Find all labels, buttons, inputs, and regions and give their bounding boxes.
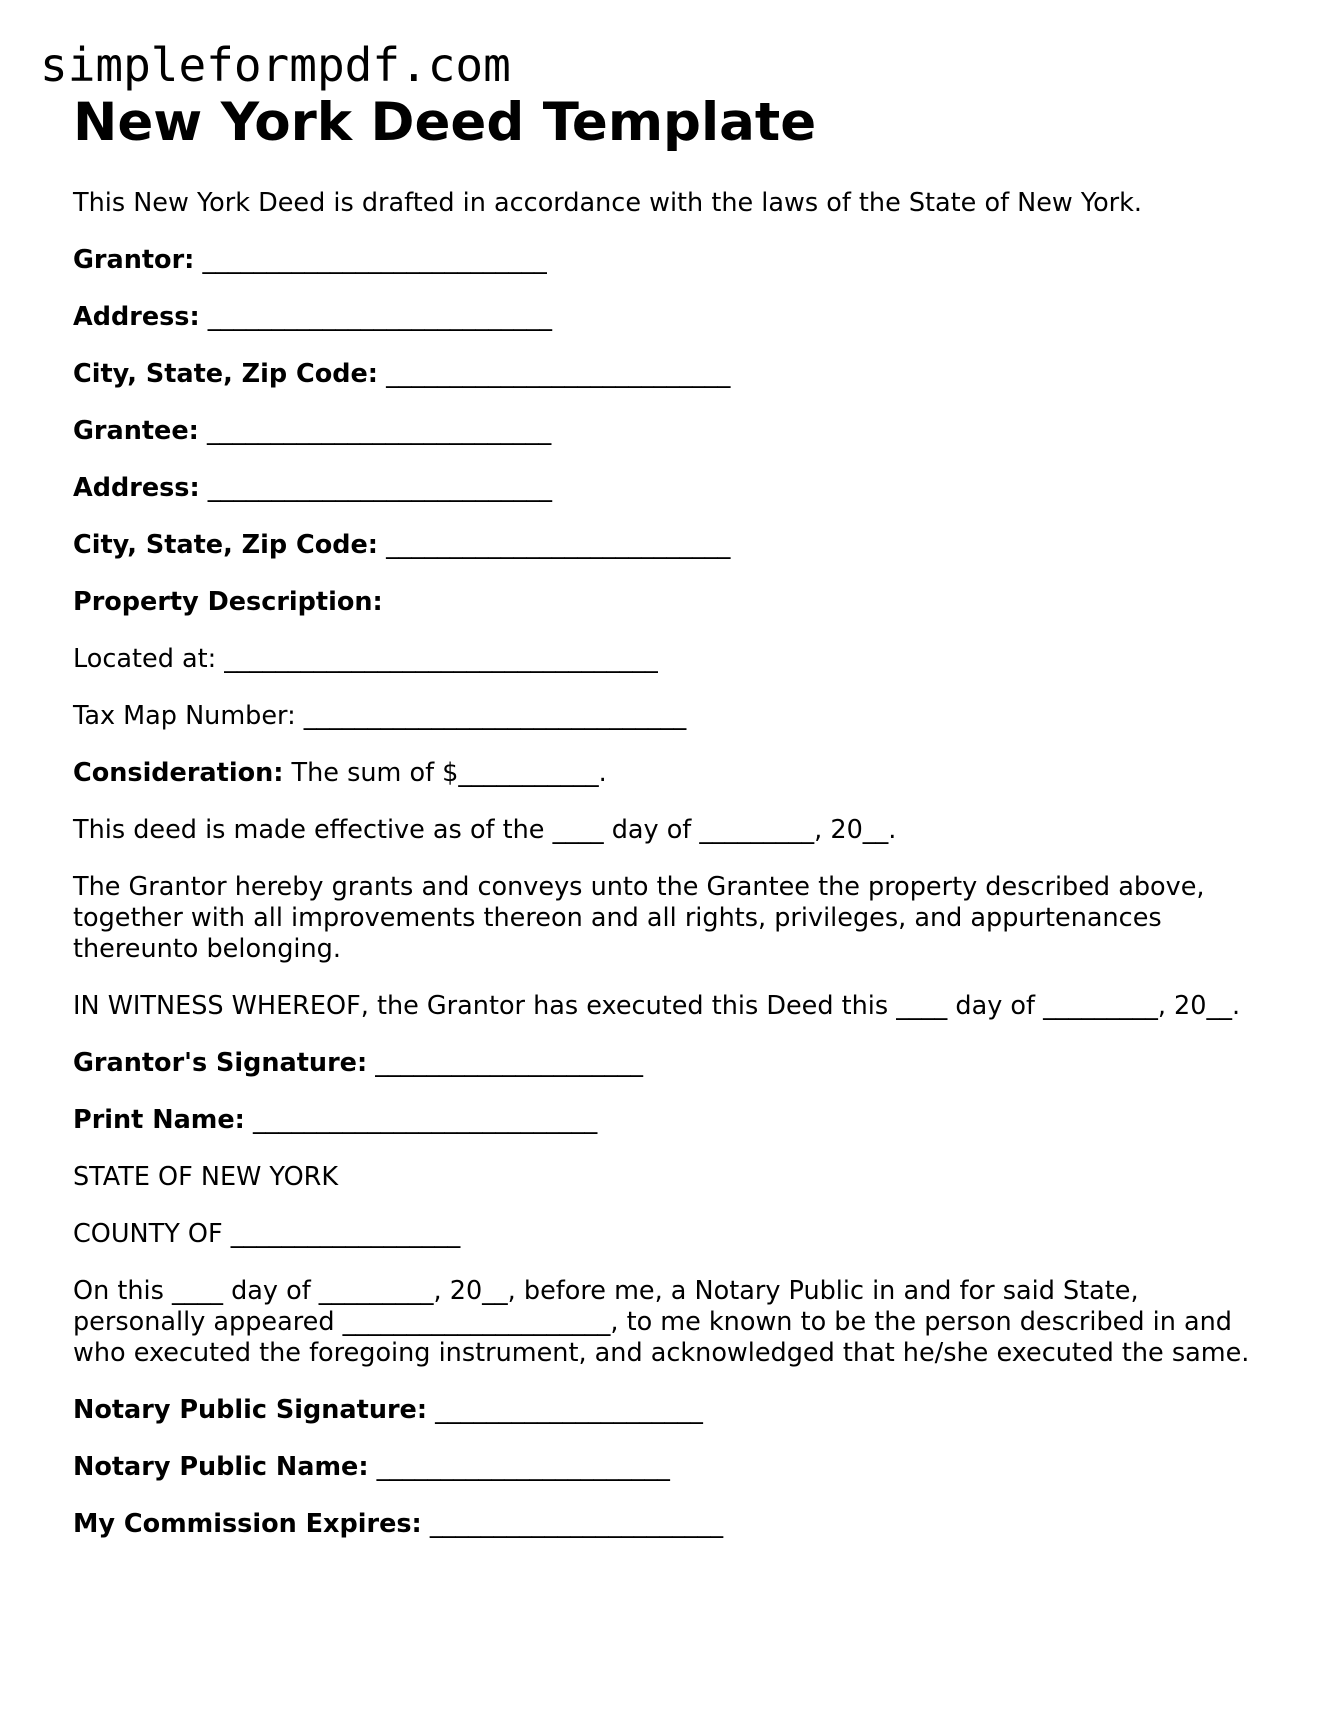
notary-name-label: Notary Public Name: bbox=[73, 1452, 369, 1482]
deed-body bbox=[73, 188, 1253, 1566]
notary-signature-field[interactable]: _____________________ bbox=[435, 1395, 703, 1425]
watermark-text: simpleformpdf.com bbox=[40, 38, 511, 92]
notary-name-line bbox=[73, 1452, 1253, 1483]
intro-paragraph: This New York Deed is drafted in accordance with the laws of the State of New York. bbox=[73, 188, 1143, 218]
county-line[interactable]: COUNTY OF __________________ bbox=[73, 1219, 461, 1249]
grant-clause-paragraph: The Grantor hereby grants and conveys unto the Grantee the property described above, together with all improvements thereon and all rights, privileges, and appurtenances thereunto belonging. bbox=[73, 872, 1205, 964]
print-name-field[interactable]: ___________________________ bbox=[252, 1105, 598, 1135]
grantee-address-line bbox=[73, 473, 1253, 504]
property-heading-line bbox=[73, 587, 1253, 618]
grantor-address-field[interactable]: ___________________________ bbox=[207, 302, 553, 332]
grantor-address-label: Address: bbox=[73, 302, 200, 332]
grantee-name-field[interactable]: ___________________________ bbox=[206, 416, 552, 446]
notary-name-field[interactable]: _______________________ bbox=[376, 1452, 670, 1482]
grantee-name-line bbox=[73, 416, 1253, 447]
witness-paragraph[interactable]: IN WITNESS WHEREOF, the Grantor has executed this Deed this ____ day of _________, 20__. bbox=[73, 991, 1241, 1021]
property-heading: Property Description: bbox=[73, 587, 383, 617]
grantor-name-label: Grantor: bbox=[73, 245, 195, 275]
grantor-name-field[interactable]: ___________________________ bbox=[202, 245, 547, 275]
commission-expires-label: My Commission Expires: bbox=[73, 1509, 422, 1539]
grantor-city-field[interactable]: ___________________________ bbox=[386, 359, 731, 389]
grantor-name-line bbox=[73, 245, 1253, 276]
grantor-signature-line bbox=[73, 1048, 1253, 1079]
acknowledgment-paragraph[interactable]: On this ____ day of _________, 20__, before me, a Notary Public in and for said State, personally appeared _____________________, to me known to be the person described in and who executed the foregoing instrument, and acknowledged that he/she executed the same. bbox=[73, 1276, 1250, 1368]
grantee-city-line bbox=[73, 530, 1253, 561]
tax-map-line[interactable]: Tax Map Number: ______________________________ bbox=[73, 701, 687, 731]
located-at-line[interactable]: Located at: __________________________________ bbox=[73, 644, 658, 674]
consideration-field[interactable]: The sum of $___________. bbox=[291, 758, 607, 788]
notary-signature-label: Notary Public Signature: bbox=[73, 1395, 428, 1425]
print-name-line bbox=[73, 1105, 1253, 1136]
consideration-label: Consideration: bbox=[73, 758, 284, 788]
notary-signature-line bbox=[73, 1395, 1253, 1426]
grantee-address-label: Address: bbox=[73, 473, 200, 503]
grantor-signature-field[interactable]: _____________________ bbox=[375, 1048, 644, 1078]
grantor-city-line bbox=[73, 359, 1253, 390]
grantor-city-label: City, State, Zip Code: bbox=[73, 359, 379, 389]
grantee-city-label: City, State, Zip Code: bbox=[73, 530, 379, 560]
grantor-signature-label: Grantor's Signature: bbox=[73, 1048, 368, 1078]
page-title: New York Deed Template bbox=[73, 92, 817, 153]
consideration-line bbox=[73, 758, 1253, 789]
grantor-address-line bbox=[73, 302, 1253, 333]
commission-expires-field[interactable]: _______________________ bbox=[429, 1509, 724, 1539]
commission-expires-line bbox=[73, 1509, 1253, 1540]
grantee-name-label: Grantee: bbox=[73, 416, 199, 446]
grantee-city-field[interactable]: ___________________________ bbox=[386, 530, 731, 560]
print-name-label: Print Name: bbox=[73, 1105, 245, 1135]
state-line: STATE OF NEW YORK bbox=[73, 1162, 339, 1192]
grantee-address-field[interactable]: ___________________________ bbox=[207, 473, 553, 503]
effective-date-line[interactable]: This deed is made effective as of the ____ day of _________, 20__. bbox=[73, 815, 897, 845]
